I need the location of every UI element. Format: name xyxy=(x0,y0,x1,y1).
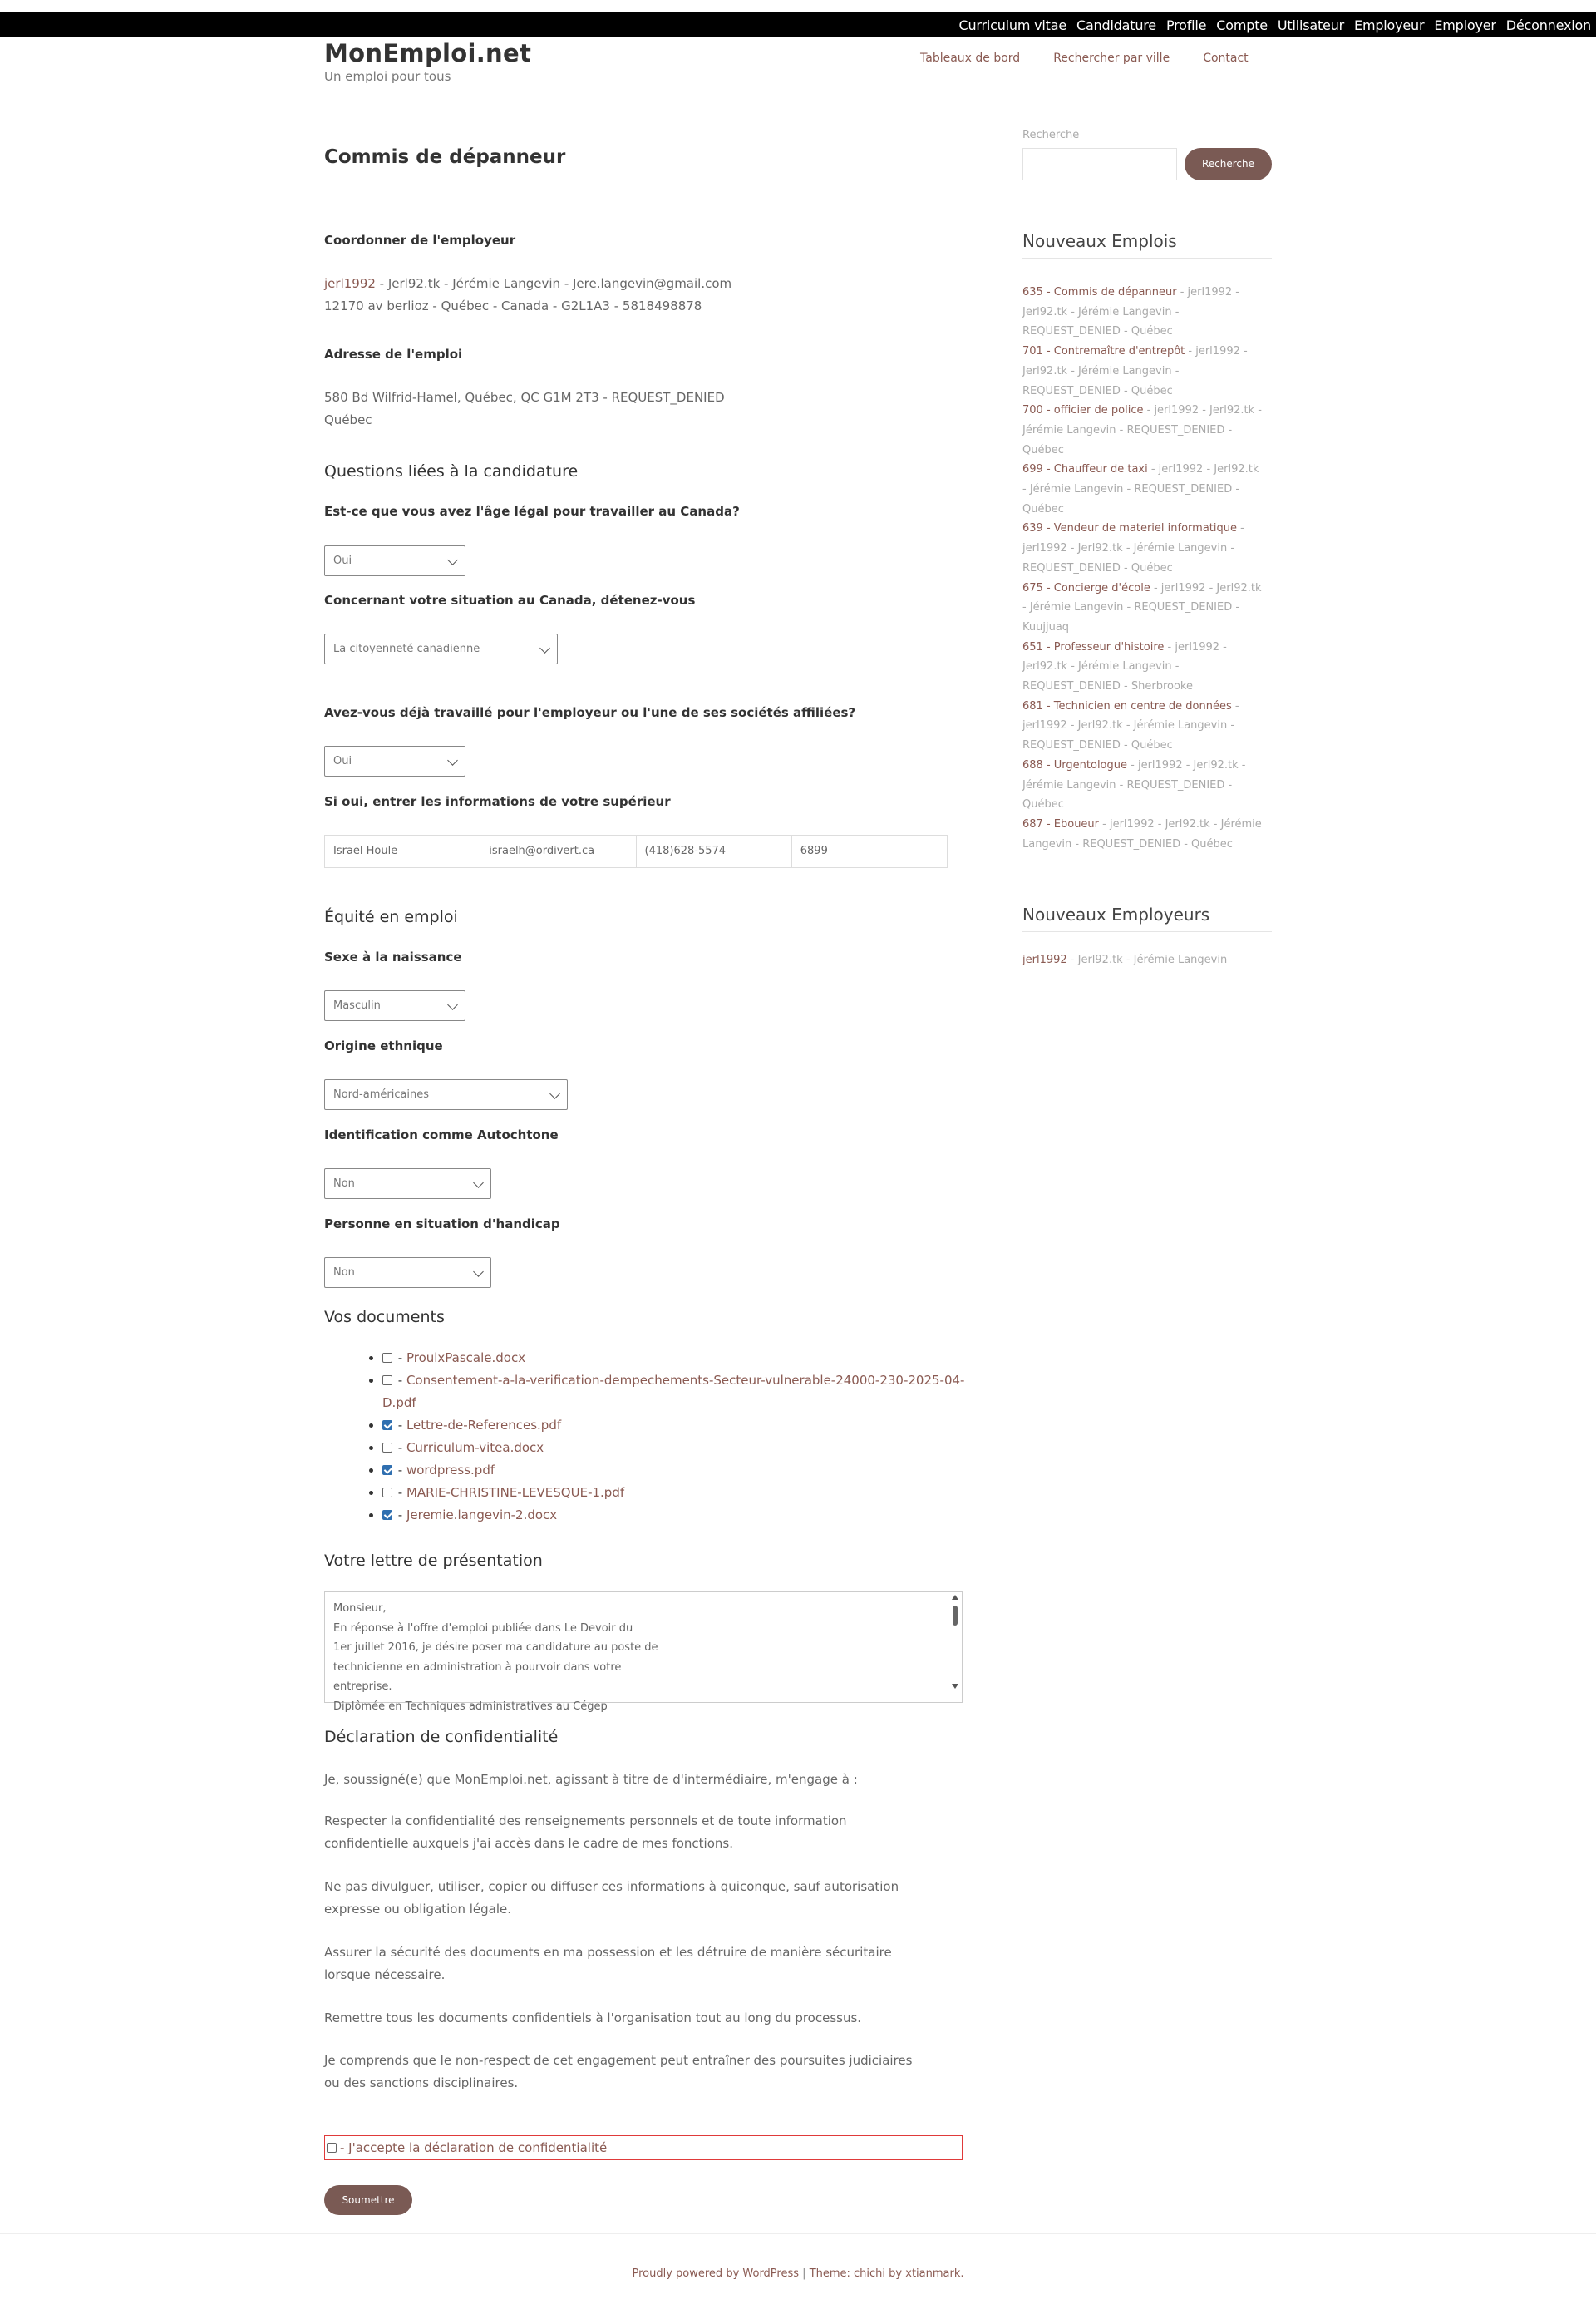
declaration-p2: Respecter la confidentialité des renseignements personnels et de toute information confidentielle auxquels j'ai accès dans le cadre de mes fonctions. xyxy=(324,1813,847,1851)
document-item: • - Jeremie.langevin-2.docx xyxy=(382,1504,981,1527)
document-link[interactable]: MARIE-CHRISTINE-LEVESQUE-1.pdf xyxy=(406,1485,625,1500)
job-address xyxy=(324,387,973,432)
document-item: • - MARIE-CHRISTINE-LEVESQUE-1.pdf xyxy=(382,1482,981,1504)
textarea-scrollbar[interactable] xyxy=(948,1592,962,1702)
chevron-down-icon xyxy=(549,1088,560,1099)
native-select[interactable] xyxy=(324,1168,491,1199)
chevron-down-icon xyxy=(473,1266,484,1277)
site-title[interactable]: MonEmploi.net xyxy=(324,39,532,67)
job-meta: - jerl1992 - Jerl92.tk - Jérémie Langevin - REQUEST_DENIED - Québec xyxy=(1022,522,1244,575)
question-status: Concernant votre situation au Canada, détenez-vous xyxy=(324,593,696,608)
document-link[interactable]: Consentement-a-la-verification-dempechements-Secteur-vulnerable-24000-230-2025-04-D.pdf xyxy=(382,1373,965,1410)
origin-select[interactable] xyxy=(324,1079,568,1110)
origin-label: Origine ethnique xyxy=(324,1039,443,1053)
search-button[interactable]: Recherche xyxy=(1185,148,1272,180)
cover-letter-text: Monsieur, En réponse à l'offre d'emploi publiée dans Le Devoir du 1er juillet 2016, je désire poser ma candidature au poste de technicienne en administration à pourvoir dans votre entreprise. Diplômée en Techniques administratives au Cégep xyxy=(333,1602,658,1713)
job-link[interactable]: 651 - Professeur d'histoire xyxy=(1022,640,1165,654)
top-menu-item-employeur[interactable]: Employeur xyxy=(1354,17,1425,33)
chevron-down-icon xyxy=(447,999,458,1010)
new-employers-list xyxy=(1022,954,1227,966)
scroll-thumb[interactable] xyxy=(953,1606,958,1626)
footer-separator: | xyxy=(799,2267,810,2280)
native-label: Identification comme Autochtone xyxy=(324,1127,559,1142)
declaration-p5: Remettre tous les documents confidentiels à l'organisation tout au long du processus. xyxy=(324,2011,862,2025)
accept-declaration[interactable] xyxy=(324,2135,963,2160)
document-item: • - ProulxPascale.docx xyxy=(382,1347,981,1369)
job-address-city: Québec xyxy=(324,412,372,427)
employer-meta: - Jerl92.tk - Jérémie Langevin xyxy=(1066,954,1228,966)
scroll-up-icon[interactable] xyxy=(952,1595,958,1600)
document-checkbox[interactable] xyxy=(382,1420,392,1430)
job-meta: - jerl1992 - Jerl92.tk - Jérémie Langevin - REQUEST_DENIED - Québec xyxy=(1022,286,1239,338)
supervisor-phone-input[interactable]: (418)628-5574 xyxy=(637,836,792,867)
employer-heading: Coordonner de l'employeur xyxy=(324,233,516,248)
documents-heading: Vos documents xyxy=(324,1308,445,1326)
declaration-heading: Déclaration de confidentialité xyxy=(324,1728,559,1746)
nav-search-by-city[interactable]: Rechercher par ville xyxy=(1053,52,1170,65)
document-checkbox[interactable] xyxy=(382,1443,392,1453)
top-menu-item-compte[interactable]: Compte xyxy=(1216,17,1268,33)
native-value: Non xyxy=(333,1177,355,1190)
job-link[interactable]: 635 - Commis de dépanneur xyxy=(1022,286,1177,298)
top-menu-item-employer[interactable]: Employer xyxy=(1434,17,1496,33)
footer-credits xyxy=(0,2267,1596,2280)
top-menu-item-cv[interactable]: Curriculum vitae xyxy=(958,17,1066,33)
declaration-p6: Je comprends que le non-respect de cet engagement peut entraîner des poursuites judiciaires ou des sanctions disciplinaires. xyxy=(324,2053,913,2090)
job-meta: - jerl1992 - Jerl92.tk - Jérémie Langevin - REQUEST_DENIED - Sherbrooke xyxy=(1022,640,1227,693)
chevron-down-icon xyxy=(447,755,458,766)
letter-heading: Votre lettre de présentation xyxy=(324,1552,543,1570)
employer-details: - Jerl92.tk - Jérémie Langevin - Jere.langevin@gmail.com xyxy=(375,276,732,291)
sex-select[interactable] xyxy=(324,990,466,1021)
job-meta: - jerl1992 - Jerl92.tk - Jérémie Langevin - REQUEST_DENIED - Québec xyxy=(1022,758,1246,812)
new-jobs-list xyxy=(1022,283,1264,854)
chevron-down-icon xyxy=(473,1177,484,1188)
document-checkbox[interactable] xyxy=(382,1488,392,1497)
top-menu xyxy=(959,12,1592,37)
questions-heading: Questions liées à la candidature xyxy=(324,462,579,481)
question-supervisor: Si oui, entrer les informations de votre supérieur xyxy=(324,794,671,809)
handicap-value: Non xyxy=(333,1266,355,1279)
question-worked-before: Avez-vous déjà travaillé pour l'employeur ou l'une de ses sociétés affiliées? xyxy=(324,705,856,720)
declaration-p4: Assurer la sécurité des documents en ma possession et les détruire de manière sécuritaire lorsque nécessaire. xyxy=(324,1945,892,1982)
equity-heading: Équité en emploi xyxy=(324,908,458,926)
handicap-label: Personne en situation d'handicap xyxy=(324,1216,560,1231)
top-menu-item-utilisateur[interactable]: Utilisateur xyxy=(1277,17,1345,33)
supervisor-extension-input[interactable]: 6899 xyxy=(800,845,828,857)
footer-wordpress-link[interactable]: Proudly powered by WordPress xyxy=(632,2267,800,2280)
page-title: Commis de dépanneur xyxy=(324,146,566,168)
document-checkbox[interactable] xyxy=(382,1465,392,1475)
worked-before-select[interactable] xyxy=(324,746,466,777)
search-input[interactable] xyxy=(1022,148,1177,180)
handicap-select[interactable] xyxy=(324,1257,491,1288)
job-link[interactable]: 700 - officier de police xyxy=(1022,404,1144,417)
site-tagline: Un emploi pour tous xyxy=(324,69,451,84)
document-item: • - wordpress.pdf xyxy=(382,1459,981,1482)
supervisor-email-input[interactable]: israelh@ordivert.ca xyxy=(480,836,636,867)
job-meta: - jerl1992 - Jerl92.tk - Jérémie Langevin - REQUEST_DENIED - Québec xyxy=(1022,463,1259,516)
sex-label: Sexe à la naissance xyxy=(324,950,462,965)
job-meta: - jerl1992 - Jerl92.tk - Jérémie Langevin - REQUEST_DENIED - Québec xyxy=(1022,817,1262,851)
nav-contact[interactable]: Contact xyxy=(1203,52,1249,65)
document-checkbox[interactable] xyxy=(382,1510,392,1520)
site-footer xyxy=(0,2233,1596,2309)
legal-age-select[interactable] xyxy=(324,545,466,576)
top-menu-item-candidature[interactable]: Candidature xyxy=(1076,17,1156,33)
document-checkbox[interactable] xyxy=(382,1375,392,1385)
job-meta: - jerl1992 - Jerl92.tk - Jérémie Langevin - REQUEST_DENIED - Québec xyxy=(1022,699,1239,752)
job-link[interactable]: 639 - Vendeur de materiel informatique xyxy=(1022,522,1237,535)
top-menu-item-logout[interactable]: Déconnexion xyxy=(1505,17,1591,33)
question-legal-age: Est-ce que vous avez l'âge légal pour travailler au Canada? xyxy=(324,504,740,519)
document-link[interactable]: Lettre-de-References.pdf xyxy=(406,1418,562,1433)
origin-value: Nord-américaines xyxy=(333,1088,430,1101)
job-address-line1: 580 Bd Wilfrid-Hamel, Québec, QC G1M 2T3 - REQUEST_DENIED xyxy=(324,390,725,405)
employer-link[interactable]: jerl1992 xyxy=(324,276,376,291)
job-meta: - jerl1992 - Jerl92.tk - Jérémie Langevin - REQUEST_DENIED - Québec xyxy=(1022,404,1262,456)
job-link[interactable]: 701 - Contremaître d'entrepôt xyxy=(1022,345,1185,358)
declaration-p1: Je, soussigné(e) que MonEmploi.net, agissant à titre de d'intermédiaire, m'engage à : xyxy=(324,1772,858,1787)
supervisor-name-input[interactable]: Israel Houle xyxy=(325,836,480,867)
worked-before-value: Oui xyxy=(333,755,352,767)
employer-address: 12170 av berlioz - Québec - Canada - G2L1A3 - 5818498878 xyxy=(324,298,702,313)
chevron-down-icon xyxy=(539,643,550,654)
document-link[interactable]: ProulxPascale.docx xyxy=(406,1350,526,1365)
legal-age-value: Oui xyxy=(333,555,352,567)
job-link[interactable]: 687 - Eboueur xyxy=(1022,817,1100,831)
scroll-down-icon[interactable] xyxy=(952,1684,958,1689)
job-meta: - jerl1992 - Jerl92.tk - Jérémie Langevin - REQUEST_DENIED - Québec xyxy=(1022,345,1248,397)
submit-button[interactable]: Soumettre xyxy=(324,2185,412,2215)
top-menu-item-profile[interactable]: Profile xyxy=(1165,17,1207,33)
job-link[interactable]: 675 - Concierge d'école xyxy=(1022,581,1150,595)
search-label: Recherche xyxy=(1022,129,1080,141)
site-header xyxy=(0,37,1596,101)
cover-letter-textarea[interactable] xyxy=(324,1591,963,1713)
status-select[interactable] xyxy=(324,634,558,664)
document-link[interactable]: wordpress.pdf xyxy=(406,1463,495,1478)
job-address-heading: Adresse de l'emploi xyxy=(324,347,463,362)
document-item: • - Consentement-a-la-verification-dempechements-Secteur-vulnerable-24000-230-2025-04-D.pdf xyxy=(382,1369,981,1414)
employer-link[interactable]: jerl1992 xyxy=(1022,954,1067,966)
new-jobs-title: Nouveaux Emplois xyxy=(1022,231,1272,259)
accept-label[interactable]: - J'accepte la déclaration de confidentialité xyxy=(340,2140,608,2155)
top-admin-bar xyxy=(0,12,1596,37)
footer-theme-link[interactable]: Theme: chichi by xtianmark. xyxy=(809,2267,964,2280)
job-link[interactable]: 688 - Urgentologue xyxy=(1022,758,1127,772)
supervisor-fields xyxy=(324,835,948,868)
nav-dashboard[interactable]: Tableaux de bord xyxy=(920,52,1021,65)
job-link[interactable]: 681 - Technicien en centre de données xyxy=(1022,699,1232,713)
job-link[interactable]: 699 - Chauffeur de taxi xyxy=(1022,463,1148,476)
declaration-p3: Ne pas divulguer, utiliser, copier ou diffuser ces informations à quiconque, sauf autorisation expresse ou obligation légale. xyxy=(324,1879,899,1917)
job-meta: - jerl1992 - Jerl92.tk - Jérémie Langevin - REQUEST_DENIED - Kuujjuaq xyxy=(1022,581,1262,634)
document-item: • - Curriculum-vitea.docx xyxy=(382,1437,981,1459)
chevron-down-icon xyxy=(447,555,458,565)
new-employers-title: Nouveaux Employeurs xyxy=(1022,905,1272,932)
document-checkbox[interactable] xyxy=(382,1353,392,1363)
document-link[interactable]: Curriculum-vitea.docx xyxy=(406,1440,544,1455)
document-link[interactable]: Jeremie.langevin-2.docx xyxy=(406,1507,558,1522)
sex-value: Masculin xyxy=(333,999,381,1012)
status-value: La citoyenneté canadienne xyxy=(333,643,480,655)
main-nav xyxy=(920,52,1282,65)
document-item: • - Lettre-de-References.pdf xyxy=(382,1414,981,1437)
documents-list xyxy=(382,1347,981,1527)
employer-info xyxy=(324,273,973,318)
accept-checkbox[interactable] xyxy=(327,2143,337,2153)
